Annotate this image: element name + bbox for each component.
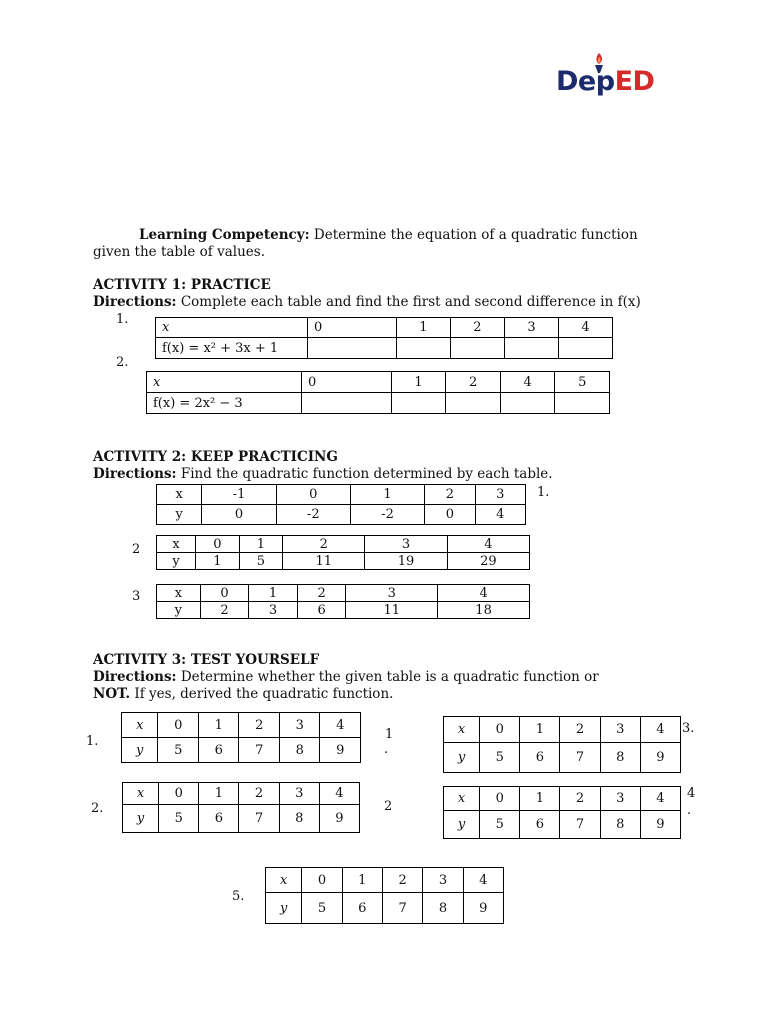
table-cell: 4 xyxy=(558,318,612,338)
table-cell: x xyxy=(157,585,201,602)
table-cell: 0 xyxy=(308,318,397,338)
activity2-table-3 xyxy=(156,584,530,619)
table-cell: 3 xyxy=(346,585,438,602)
activity3-table3-number-bottom: . xyxy=(384,742,389,757)
activity1-item1-number: 1. xyxy=(116,312,129,327)
table-cell: 7 xyxy=(382,893,422,924)
table-cell: 2 xyxy=(200,602,249,619)
table-cell: 2 xyxy=(450,318,504,338)
table-cell: 7 xyxy=(560,743,600,773)
activity2-directions-text: Find the quadratic function determined by each table. xyxy=(176,466,553,482)
table-cell: 0 xyxy=(302,372,392,393)
activity2-table2-number: 2 xyxy=(132,542,141,557)
activity2-table1-number: 1. xyxy=(537,485,550,500)
table-cell: 18 xyxy=(438,602,530,619)
table-cell: 0 xyxy=(425,505,475,525)
table-cell: 2 xyxy=(425,485,475,505)
table-cell: 7 xyxy=(239,738,280,763)
activity3-directions-label: Directions: xyxy=(93,669,177,685)
table-cell: 1 xyxy=(520,787,560,811)
table-cell: 4 xyxy=(640,717,680,743)
table-cell: x xyxy=(123,783,159,805)
logo-text-dep: Dep xyxy=(556,66,615,97)
table-cell: x xyxy=(147,372,302,393)
table-cell: x xyxy=(444,717,480,743)
table-cell: 5 xyxy=(555,372,610,393)
table-cell: 4 xyxy=(320,713,361,738)
activity3-table1-number: 1. xyxy=(86,734,99,749)
table-cell: 4 xyxy=(447,536,529,553)
activity3-table-5 xyxy=(265,867,504,924)
table-cell: 3 xyxy=(600,717,640,743)
activity2-table3-number: 3 xyxy=(132,589,141,604)
activity3-heading: ACTIVITY 3: TEST YOURSELF xyxy=(93,652,320,668)
table-cell: 0 xyxy=(276,485,350,505)
table-cell: 9 xyxy=(463,893,503,924)
activity1-directions-label: Directions: xyxy=(93,294,177,310)
table-cell: 11 xyxy=(283,553,365,570)
table-cell: 1 xyxy=(520,717,560,743)
table-cell: 6 xyxy=(198,738,239,763)
activity3-table3-number-top: 1 xyxy=(385,727,394,742)
table-cell: 0 xyxy=(196,536,240,553)
table-cell: 5 xyxy=(302,893,342,924)
table-cell: 9 xyxy=(319,805,359,833)
table-cell: 3 xyxy=(279,713,320,738)
logo-text-ed: ED xyxy=(614,66,655,97)
table-cell: 2 xyxy=(239,713,280,738)
table-cell: 1 xyxy=(342,868,382,893)
table-cell xyxy=(446,393,501,414)
activity2-table-1 xyxy=(156,484,526,525)
table-cell: 2 xyxy=(297,585,346,602)
table-cell: y xyxy=(123,805,159,833)
table-cell: 2 xyxy=(560,717,600,743)
table-cell: 0 xyxy=(202,505,276,525)
table-cell xyxy=(396,338,450,359)
table-cell: 3 xyxy=(423,868,463,893)
activity1-item2-number: 2. xyxy=(116,355,129,370)
activity2-table-2 xyxy=(156,535,530,570)
activity3-directions xyxy=(93,669,676,703)
table-cell: 4 xyxy=(319,783,359,805)
table-cell: 7 xyxy=(560,811,600,839)
table-cell: 4 xyxy=(475,505,525,525)
table-cell: x xyxy=(444,787,480,811)
table-cell: 0 xyxy=(159,783,199,805)
activity3-directions-not: NOT. xyxy=(93,686,131,702)
table-cell: y xyxy=(266,893,302,924)
table-cell: 3 xyxy=(365,536,447,553)
table-cell: 5 xyxy=(480,811,520,839)
table-cell: 9 xyxy=(640,743,680,773)
table-cell xyxy=(500,393,555,414)
table-cell xyxy=(391,393,446,414)
table-cell: 6 xyxy=(520,811,560,839)
activity3-table-1 xyxy=(121,712,361,763)
table-cell: 4 xyxy=(463,868,503,893)
activity3-directions-text: Determine whether the given table is a quadratic function or xyxy=(176,669,599,685)
table-cell xyxy=(555,393,610,414)
table-cell xyxy=(558,338,612,359)
table-cell: y xyxy=(444,743,480,773)
table-cell: 3 xyxy=(475,485,525,505)
table-cell: 3 xyxy=(600,787,640,811)
table-cell: 3 xyxy=(504,318,558,338)
table-cell: 3 xyxy=(279,783,319,805)
table-cell: 6 xyxy=(520,743,560,773)
table-cell: 8 xyxy=(600,743,640,773)
activity3-table-2 xyxy=(122,782,360,833)
table-cell: 1 xyxy=(196,553,240,570)
table-cell: 0 xyxy=(302,868,342,893)
table-cell: x xyxy=(157,536,196,553)
table-cell: y xyxy=(122,738,158,763)
activity1-directions-text: Complete each table and find the first and second difference in f(x) xyxy=(176,294,641,310)
table-cell: 2 xyxy=(382,868,422,893)
table-cell: x xyxy=(122,713,158,738)
table-cell xyxy=(450,338,504,359)
table-cell: 5 xyxy=(480,743,520,773)
table-cell: 0 xyxy=(480,787,520,811)
activity3-table4-right-dot: . xyxy=(687,803,692,818)
table-cell: 4 xyxy=(640,787,680,811)
activity1-table-1 xyxy=(155,317,613,359)
table-cell: 1 xyxy=(199,783,239,805)
deped-logo xyxy=(556,52,666,106)
table-cell: y xyxy=(157,505,202,525)
table-cell: 4 xyxy=(438,585,530,602)
table-cell: 8 xyxy=(279,805,319,833)
table-cell: 4 xyxy=(500,372,555,393)
table-cell: 1 xyxy=(350,485,424,505)
table-cell: y xyxy=(157,553,196,570)
table-cell xyxy=(504,338,558,359)
table-cell: 6 xyxy=(199,805,239,833)
activity1-table-2 xyxy=(146,371,610,414)
table-cell: 2 xyxy=(239,783,279,805)
table-cell: 1 xyxy=(391,372,446,393)
learning-competency xyxy=(93,227,693,261)
table-cell: 9 xyxy=(320,738,361,763)
table-cell: 1 xyxy=(239,536,283,553)
table-cell: y xyxy=(444,811,480,839)
activity3-table4-number: 2 xyxy=(384,799,393,814)
table-cell: -2 xyxy=(350,505,424,525)
table-cell: 7 xyxy=(239,805,279,833)
table-cell: 8 xyxy=(423,893,463,924)
activity3-table-4 xyxy=(443,786,681,839)
table-cell: x xyxy=(266,868,302,893)
table-cell: 2 xyxy=(446,372,501,393)
table-cell: 6 xyxy=(342,893,382,924)
activity3-table-3 xyxy=(443,716,681,773)
table-cell: x xyxy=(156,318,308,338)
table-cell: 11 xyxy=(346,602,438,619)
activity3-directions-text-2: If yes, derived the quadratic function. xyxy=(130,686,394,702)
table-cell: f(x) = 2x² − 3 xyxy=(147,393,302,414)
table-cell: -1 xyxy=(202,485,276,505)
activity2-heading: ACTIVITY 2: KEEP PRACTICING xyxy=(93,449,338,465)
table-cell: f(x) = x² + 3x + 1 xyxy=(156,338,308,359)
competency-text: Determine the equation of a quadratic function xyxy=(309,227,638,243)
table-cell xyxy=(308,338,397,359)
table-cell: 5 xyxy=(158,738,199,763)
table-cell: 0 xyxy=(158,713,199,738)
table-cell: 3 xyxy=(249,602,298,619)
table-cell: 5 xyxy=(239,553,283,570)
competency-text-2: given the table of values. xyxy=(93,244,265,260)
table-cell: -2 xyxy=(276,505,350,525)
table-cell: 2 xyxy=(560,787,600,811)
table-cell: 0 xyxy=(480,717,520,743)
table-cell: x xyxy=(157,485,202,505)
activity3-table3-right-number: 3. xyxy=(682,721,695,736)
table-cell: 1 xyxy=(249,585,298,602)
table-cell: 29 xyxy=(447,553,529,570)
table-cell: 1 xyxy=(396,318,450,338)
activity2-directions-label: Directions: xyxy=(93,466,177,482)
table-cell: 6 xyxy=(297,602,346,619)
table-cell: 19 xyxy=(365,553,447,570)
activity2-directions xyxy=(93,466,553,482)
table-cell: y xyxy=(157,602,201,619)
activity3-table2-number: 2. xyxy=(91,801,104,816)
table-cell: 1 xyxy=(198,713,239,738)
table-cell: 5 xyxy=(159,805,199,833)
table-cell xyxy=(302,393,392,414)
table-cell: 9 xyxy=(640,811,680,839)
competency-label: Learning Competency: xyxy=(139,227,310,243)
table-cell: 8 xyxy=(600,811,640,839)
table-cell: 2 xyxy=(283,536,365,553)
table-cell: 0 xyxy=(200,585,249,602)
activity3-table4-right-number: 4 xyxy=(687,786,696,801)
activity3-table5-number: 5. xyxy=(232,889,245,904)
activity1-heading: ACTIVITY 1: PRACTICE xyxy=(93,277,271,293)
activity1-directions xyxy=(93,294,641,310)
table-cell: 8 xyxy=(279,738,320,763)
